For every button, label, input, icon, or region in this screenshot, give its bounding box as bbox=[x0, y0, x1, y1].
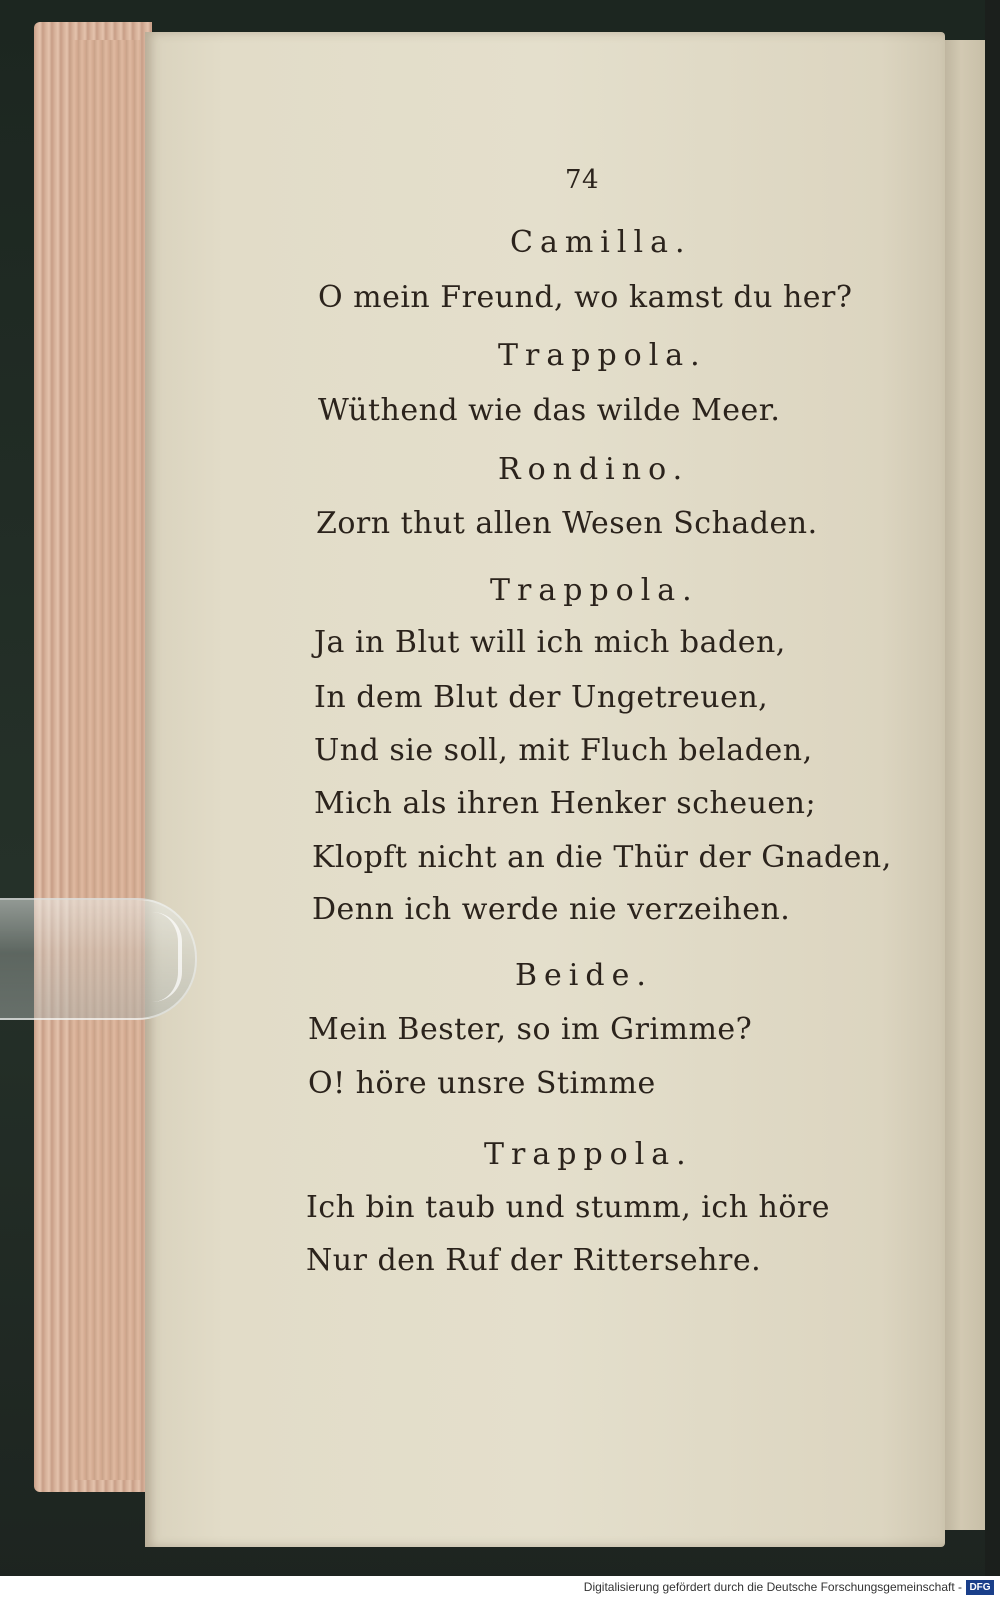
speaker-heading: Beide. bbox=[515, 958, 653, 993]
verse-line: Ja in Blut will ich mich baden, bbox=[314, 625, 786, 660]
page-number: 74 bbox=[565, 165, 600, 195]
speaker-heading: Camilla. bbox=[510, 225, 692, 260]
right-border bbox=[985, 0, 1000, 1600]
verse-line: Und sie soll, mit Fluch beladen, bbox=[314, 733, 813, 768]
page-edges-inner bbox=[70, 40, 140, 1480]
verse-line: In dem Blut der Ungetreuen, bbox=[314, 680, 769, 715]
verse-line: O! höre unsre Stimme bbox=[308, 1066, 656, 1101]
verse-line: Mein Bester, so im Grimme? bbox=[308, 1012, 753, 1047]
dfg-logo-icon: DFG bbox=[966, 1580, 994, 1595]
verse-line: Mich als ihren Henker scheuen; bbox=[314, 786, 817, 821]
verse-line: Ich bin taub und stumm, ich höre bbox=[306, 1190, 831, 1225]
footer-credit: Digitalisierung gefördert durch die Deutsche Forschungsgemeinschaft - bbox=[583, 1580, 962, 1594]
footer-bar bbox=[0, 1576, 1000, 1600]
verse-line: O mein Freund, wo kamst du her? bbox=[318, 280, 853, 315]
verse-line: Wüthend wie das wilde Meer. bbox=[318, 393, 781, 428]
facing-page-edge bbox=[945, 40, 985, 1530]
speaker-heading: Trappola. bbox=[484, 1137, 693, 1172]
verse-line: Nur den Ruf der Rittersehre. bbox=[306, 1243, 762, 1278]
speaker-heading: Rondino. bbox=[498, 452, 690, 487]
verse-line: Zorn thut allen Wesen Schaden. bbox=[316, 506, 818, 541]
verse-line: Denn ich werde nie verzeihen. bbox=[312, 892, 791, 927]
speaker-heading: Trappola. bbox=[498, 338, 707, 373]
verse-line: Klopft nicht an die Thür der Gnaden, bbox=[312, 840, 892, 875]
speaker-heading: Trappola. bbox=[490, 573, 699, 608]
